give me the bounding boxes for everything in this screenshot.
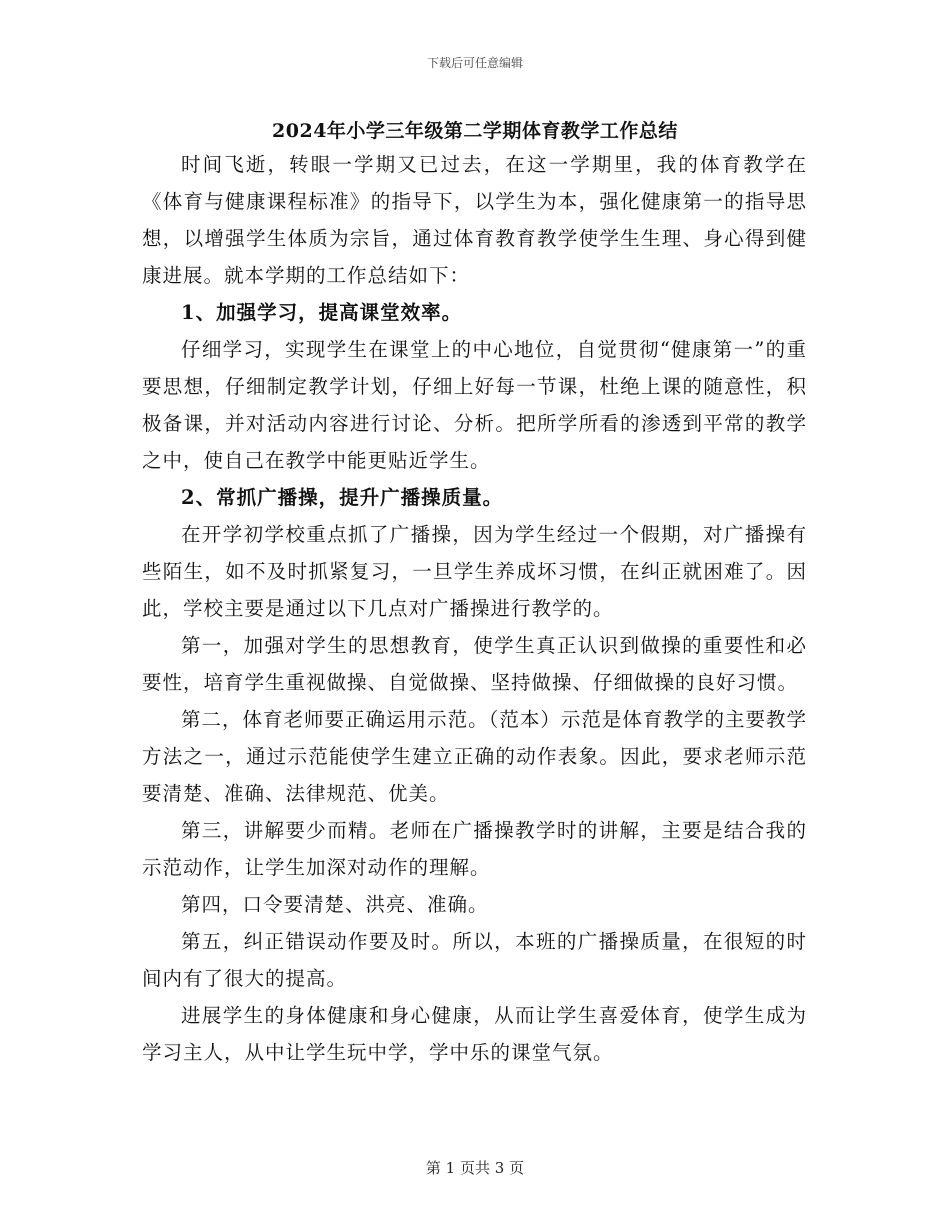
document-title: 2024年小学三年级第二学期体育教学工作总结 — [272, 120, 678, 142]
paragraph-point-2: 第二，体育老师要正确运用示范。（范本）示范是体育教学的主要教学方法之一，通过示范能使学生建立正确的动作表象。因此，要求老师示范要清楚、准确、法律规范、优美。 — [142, 708, 807, 805]
paragraph-broadcast-exercise: 在开学初学校重点抓了广播操，因为学生经过一个假期，对广播操有些陌生，如不及时抓紧复习，一旦学生养成坏习惯，在纠正就困难了。因此，学校主要是通过以下几点对广播操进行教学的。 — [142, 523, 807, 620]
paragraph-point-3: 第三，讲解要少而精。老师在广播操教学时的讲解，主要是结合我的示范动作，让学生加深对动作的理解。 — [142, 819, 807, 879]
section-heading-1: 1、加强学习，提高课堂效率。 — [181, 301, 463, 324]
paragraph-point-5: 第五，纠正错误动作要及时。所以，本班的广播操质量，在很短的时间内有了很大的提高。 — [142, 930, 807, 990]
paragraph-point-1: 第一，加强对学生的思想教育，使学生真正认识到做操的重要性和必要性，培育学生重视做操、自觉做操、坚持做操、仔细做操的良好习惯。 — [142, 634, 807, 694]
document-body — [142, 146, 807, 1071]
paragraph-study: 仔细学习，实现学生在课堂上的中心地位，自觉贯彻“健康第一”的重要思想，仔细制定教学计划，仔细上好每一节课，杜绝上课的随意性，积极备课，并对活动内容进行讨论、分析。把所学所看的渗透到平常的教学之中，使自己在教学中能更贴近学生。 — [142, 338, 807, 472]
paragraph-conclusion: 进展学生的身体健康和身心健康，从而让学生喜爱体育，使学生成为学习主人，从中让学生玩中学，学中乐的课堂气氛。 — [142, 1004, 807, 1064]
paragraph-intro: 时间飞逝，转眼一学期又已过去，在这一学期里，我的体育教学在《体育与健康课程标准》的指导下，以学生为本，强化健康第一的指导思想，以增强学生体质为宗旨，通过体育教育教学使学生生理、身心得到健康进展。就本学期的工作总结如下： — [142, 153, 807, 287]
section-heading-2: 2、常抓广播操，提升广播操质量。 — [181, 486, 504, 509]
paragraph-point-4: 第四，口令要清楚、洪亮、准确。 — [181, 893, 489, 916]
header-note: 下载后可任意编辑 — [426, 56, 523, 70]
page-number: 第 1 页共 3 页 — [425, 1159, 525, 1177]
